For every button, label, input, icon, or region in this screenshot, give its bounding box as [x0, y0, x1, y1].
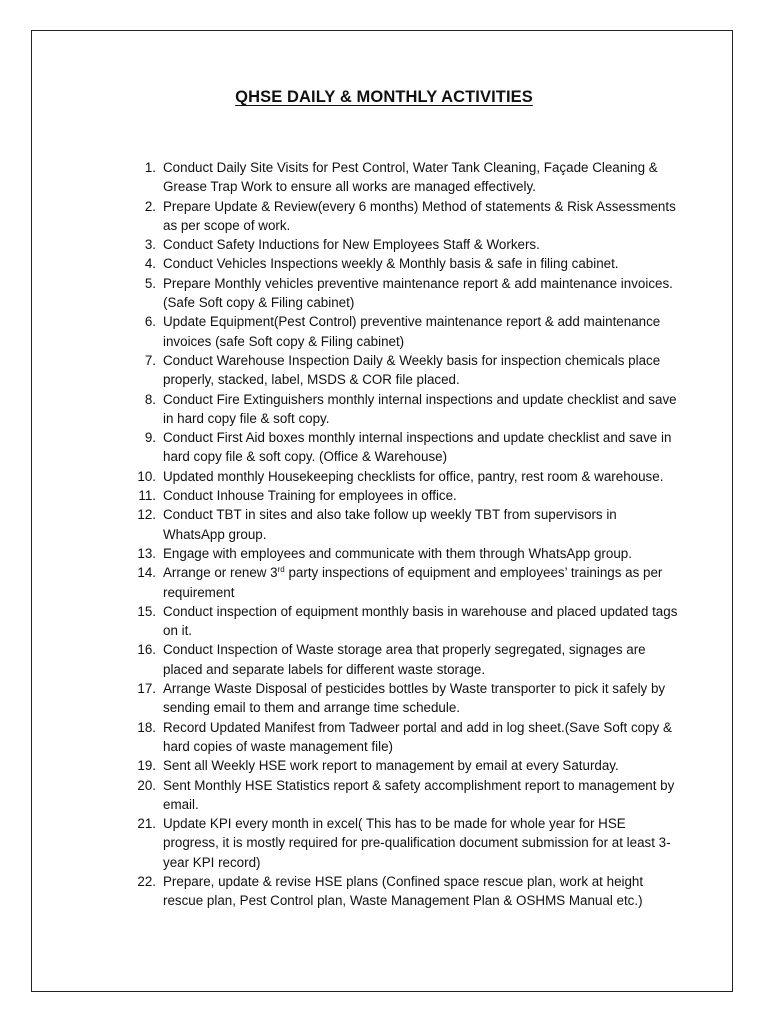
- item-number: 20.: [137, 777, 156, 793]
- item-text: Arrange Waste Disposal of pesticides bottles by Waste transporter to pick it safely by sending email to them and arrange time schedule.: [163, 681, 666, 716]
- item-number: 10.: [137, 468, 156, 484]
- item-number: 7.: [144, 352, 156, 368]
- item-number: 5.: [144, 275, 156, 291]
- ordinal-suffix: rd: [277, 565, 285, 575]
- list-item: [130, 544, 678, 563]
- list-item: [130, 197, 678, 236]
- item-number: 4.: [144, 256, 156, 272]
- list-item: [130, 679, 678, 718]
- item-number: 15.: [137, 603, 156, 619]
- item-number: 8.: [144, 391, 156, 407]
- item-text: Conduct First Aid boxes monthly internal inspections and update checklist and save in hard copy file & soft copy. (Office & Warehouse): [163, 430, 672, 465]
- item-text: Sent Monthly HSE Statistics report & safety accomplishment report to management by email.: [163, 777, 675, 812]
- item-text: Updated monthly Housekeeping checklists for office, pantry, rest room & warehouse.: [163, 468, 664, 484]
- item-text: Record Updated Manifest from Tadweer portal and add in log sheet.(Save Soft copy & hard copies of waste management file): [163, 719, 672, 754]
- list-item: [130, 718, 678, 757]
- list-item: [130, 776, 678, 815]
- list-item: [130, 428, 678, 467]
- list-item: [130, 602, 678, 641]
- list-item: [130, 467, 678, 486]
- list-item: [130, 505, 678, 544]
- item-text: Prepare, update & revise HSE plans (Confined space rescue plan, work at height rescue plan, Pest Control plan, Waste Management Plan & OSHMS Manual etc.): [163, 873, 644, 909]
- item-text: Prepare Monthly vehicles preventive maintenance report & add maintenance invoices.(Safe Soft copy & Filing cabinet): [163, 275, 673, 311]
- list-item: [130, 814, 678, 872]
- item-number: 16.: [137, 642, 156, 658]
- item-text: Sent all Weekly HSE work report to management by email at every Saturday.: [163, 758, 619, 774]
- list-item: [130, 872, 678, 911]
- item-number: 3.: [144, 237, 156, 253]
- item-number: 1.: [144, 160, 156, 175]
- item-number: 17.: [137, 681, 156, 697]
- list-item: [130, 235, 678, 254]
- list-item: [130, 254, 678, 273]
- item-text: Conduct Safety Inductions for New Employees Staff & Workers.: [163, 237, 540, 253]
- list-item: [130, 351, 678, 390]
- document-title: QHSE DAILY & MONTHLY ACTIVITIES: [235, 88, 533, 106]
- item-number: 14.: [137, 565, 156, 581]
- item-number: 19.: [137, 758, 156, 774]
- item-number: 13.: [137, 545, 156, 561]
- item-text: Conduct TBT in sites and also take follow up weekly TBT from supervisors in WhatsApp group.: [163, 507, 617, 542]
- item-text: Conduct Inhouse Training for employees in office.: [163, 488, 457, 504]
- item-number: 21.: [137, 816, 156, 832]
- item-text: Conduct inspection of equipment monthly basis in warehouse and placed updated tags on it.: [163, 603, 678, 639]
- item-number: 9.: [144, 430, 156, 446]
- item-text: Conduct Vehicles Inspections weekly & Monthly basis & safe in filing cabinet.: [163, 256, 619, 272]
- item-number: 12.: [137, 507, 156, 523]
- list-item: [130, 640, 678, 679]
- item-number: 11.: [138, 488, 156, 504]
- list-item: [130, 756, 678, 775]
- item-number: 18.: [137, 719, 156, 735]
- list-item: [130, 390, 678, 429]
- list-item: [130, 274, 678, 313]
- item-text: Engage with employees and communicate with them through WhatsApp group.: [163, 545, 632, 561]
- item-text: Update Equipment(Pest Control) preventive maintenance report & add maintenance invoices (safe Soft copy & Filing cabinet): [163, 314, 661, 349]
- item-text-start: Arrange or renew 3: [163, 565, 278, 581]
- list-item: [130, 486, 678, 505]
- item-text: Conduct Warehouse Inspection Daily & Weekly basis for inspection chemicals place properly, stacked, label, MSDS & COR file placed.: [163, 352, 661, 388]
- item-text-end: party inspections of equipment and employees’ trainings as per requirement: [163, 565, 663, 600]
- list-item: [130, 563, 678, 602]
- item-text: [163, 565, 662, 599]
- item-text: Conduct Inspection of Waste storage area that properly segregated, signages are placed and separate labels for different waste storage.: [163, 642, 646, 677]
- activity-list: [130, 158, 678, 911]
- item-number: 6.: [144, 314, 156, 330]
- list-item: [130, 158, 678, 197]
- list-item: [130, 312, 678, 351]
- item-text: Conduct Daily Site Visits for Pest Control, Water Tank Cleaning, Façade Cleaning & Grease Trap Work to ensure all works are managed effectively.: [163, 160, 658, 195]
- item-text: Prepare Update & Review(every 6 months) Method of statements & Risk Assessments as per scope of work.: [163, 198, 676, 233]
- item-text: Conduct Fire Extinguishers monthly internal inspections and update checklist and save in hard copy file & soft copy.: [163, 391, 677, 426]
- item-text: Update KPI every month in excel( This has to be made for whole year for HSE progress, it is mostly required for pre-qualification document submission for at least 3-year KPI record): [163, 816, 671, 870]
- item-number: 22.: [137, 873, 156, 889]
- item-number: 2.: [144, 198, 156, 214]
